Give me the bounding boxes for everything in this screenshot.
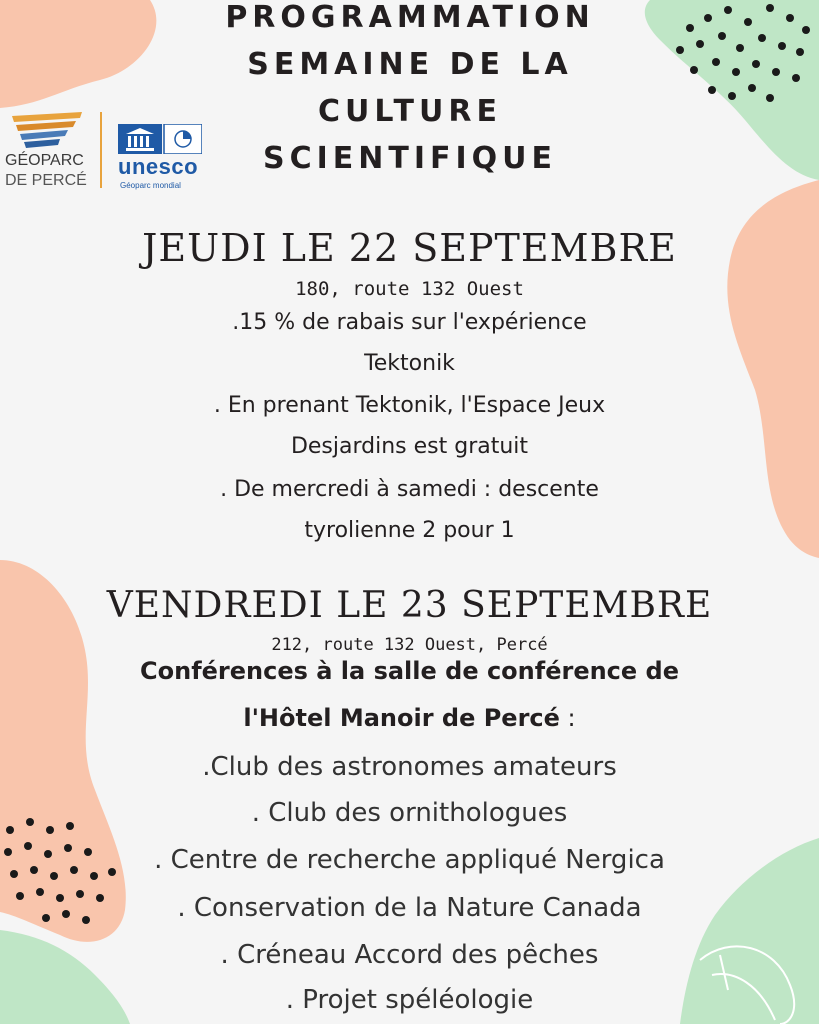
jeudi-line-4: Desjardins est gratuit	[290, 434, 529, 459]
conference-title-line-2	[0, 704, 819, 732]
hotel-name: l'Hôtel Manoir de Percé	[243, 704, 560, 732]
conference-item-1: .Club des astronomes amateurs	[202, 752, 617, 782]
title-line-1: PROGRAMMATION	[225, 0, 595, 35]
jeudi-line-2: Tektonik	[364, 351, 455, 376]
unesco-temple-icon	[118, 124, 202, 154]
geoparc-name-line-2: DE PERCÉ	[5, 172, 87, 189]
peach-blob-top-left	[0, 0, 156, 108]
title-line-2: SEMAINE DE LA	[247, 47, 573, 82]
title-line-3: CULTURE	[318, 94, 502, 129]
vendredi-address: 212, route 132 Ouest, Percé	[271, 635, 548, 655]
logo-divider	[100, 112, 102, 188]
title-line-4: SCIENTIFIQUE	[262, 141, 558, 176]
conference-item-5: . Créneau Accord des pêches	[220, 940, 599, 970]
unesco-logo	[118, 124, 208, 194]
hotel-name-suffix: :	[559, 704, 576, 732]
jeudi-address: 180, route 132 Ouest	[295, 278, 524, 300]
conference-item-4: . Conservation de la Nature Canada	[177, 893, 642, 923]
jeudi-line-3: . En prenant Tektonik, l'Espace Jeux	[213, 393, 606, 418]
jeudi-line-1: .15 % de rabais sur l'expérience	[232, 310, 587, 335]
jeudi-heading: JEUDI LE 22 SEPTEMBRE	[142, 226, 677, 270]
conference-item-6: . Projet spéléologie	[285, 985, 534, 1015]
conference-item-2: . Club des ornithologues	[251, 798, 568, 828]
geoparc-logo	[5, 110, 90, 190]
geoparc-emblem-icon	[10, 110, 85, 150]
geoparc-name-line-1: GÉOPARC	[5, 152, 84, 169]
mint-blob-top-right	[645, 0, 819, 180]
conference-item-3: . Centre de recherche appliqué Nergica	[154, 845, 665, 875]
page-title	[170, 0, 650, 182]
jeudi-line-6: tyrolienne 2 pour 1	[304, 518, 515, 543]
unesco-wordmark: unesco	[118, 154, 199, 179]
jeudi-line-5: . De mercredi à samedi : descente	[220, 477, 599, 502]
conference-title-line-1: Conférences à la salle de conférence de	[140, 657, 679, 685]
vendredi-heading: VENDREDI LE 23 SEPTEMBRE	[106, 585, 713, 626]
unesco-subtitle: Géoparc mondial	[120, 181, 181, 190]
